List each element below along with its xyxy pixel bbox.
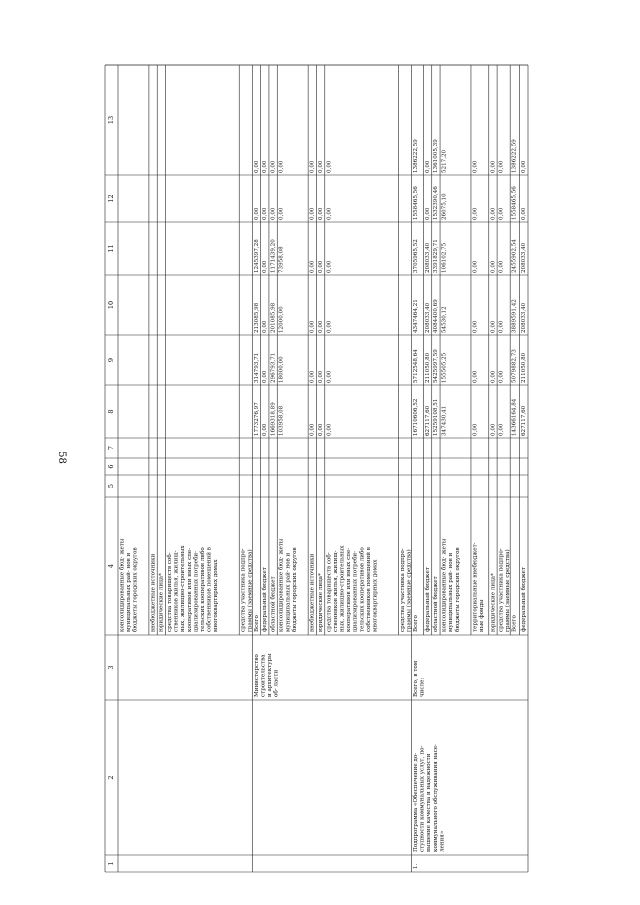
value-col-13: 0,00 (326, 160, 333, 173)
value-col-11: 0,00 (262, 260, 269, 273)
column-header-10: 10 (107, 300, 115, 310)
value-col-9: 155505,25 (441, 352, 448, 383)
value-col-10: 201085,98 (270, 302, 277, 333)
responsible-executor: Всего, в том (413, 660, 420, 697)
row-label: средства участника подпро- (498, 548, 505, 632)
value-col-13: 0,00 (490, 160, 497, 173)
value-col-9: 0,00 (309, 370, 316, 383)
value-col-10: 4084400,69 (433, 299, 440, 333)
value-col-9: 211050,80 (424, 352, 431, 383)
value-col-12: 1558465,56 (511, 186, 518, 220)
value-col-8: 0,00 (498, 423, 505, 436)
row-label: тельских кооперативов либо (359, 547, 366, 632)
value-col-10: 4347464,21 (413, 299, 420, 333)
table-content (107, 116, 527, 869)
row-label: федеральный бюджет (521, 567, 528, 632)
value-col-13: 1386222,59 (413, 139, 420, 173)
value-col-12: 0,00 (326, 207, 333, 220)
column-header-11: 11 (107, 244, 115, 253)
value-col-11: 0,00 (317, 260, 324, 273)
value-col-9: 0,00 (472, 370, 479, 383)
row-label: юридические лица* (158, 573, 165, 632)
value-col-9: 0,00 (317, 370, 324, 383)
row-label: ственников жилья, жилищ- (173, 550, 180, 632)
value-col-11: 208033,40 (424, 242, 431, 273)
value-col-8: 1669318,89 (270, 402, 277, 436)
responsible-executor: и архитектуры (266, 653, 273, 697)
row-label: областной бюджет (270, 576, 277, 632)
row-label: средства товариществ соб- (326, 552, 333, 632)
page-number: 58 (55, 451, 67, 464)
row-label: циализированных потреби- (352, 550, 359, 632)
row-label: средства товариществ соб- (167, 552, 174, 632)
column-header-5: 5 (107, 483, 115, 489)
row-label: граммы (заемные средства) (247, 549, 254, 632)
row-label: бюджеты городских округов (291, 547, 298, 632)
row-label: многоквартирных домах (213, 559, 220, 632)
value-col-10: 3889591,42 (511, 299, 518, 333)
row-label: федеральный бюджет (262, 567, 269, 632)
row-label: консолидированные бюд- жеты (441, 538, 448, 632)
column-header-12: 12 (107, 194, 115, 203)
value-col-12: 0,00 (424, 207, 431, 220)
value-col-12: 0,00 (270, 207, 277, 220)
value-col-11: 1171439,20 (270, 239, 277, 273)
value-col-8: 1773276,97 (253, 402, 260, 436)
value-col-12: 0,00 (262, 207, 269, 220)
row-label: циализированных потреби- (193, 550, 200, 632)
value-col-8: 627117,60 (521, 405, 528, 436)
row-label: многоквартирных домах (372, 559, 379, 632)
value-col-11: 106102,75 (441, 242, 448, 273)
value-col-12: 0,00 (498, 207, 505, 220)
row-label: ных, жилищно-строительных (180, 545, 187, 632)
value-col-13: 1361005,39 (433, 139, 440, 173)
row-label: областной бюджет (433, 576, 440, 632)
row-label: ных, жилищно-строительных (339, 545, 346, 632)
column-header-9: 9 (107, 357, 115, 363)
value-col-12: 0,00 (317, 207, 324, 220)
column-header-4: 4 (107, 563, 115, 569)
value-col-11: 73958,08 (278, 246, 285, 273)
row-label: муниципальных рай- нов и (285, 552, 292, 632)
value-col-9: 0,00 (326, 370, 333, 383)
row-label: средства участника подпро- (240, 548, 247, 632)
value-col-8: 0,00 (326, 423, 333, 436)
value-col-12: 0,00 (490, 207, 497, 220)
subprogram-name: ступности коммунальных услуг, по- (419, 745, 426, 852)
row-label: ственников жилья, жилищ- (332, 550, 339, 632)
value-col-9: 314793,71 (253, 352, 260, 383)
row-label: ные фонды (479, 599, 486, 632)
responsible-executor: об- ласти (273, 669, 280, 697)
value-col-9: 5425997,59 (433, 349, 440, 383)
value-col-11: 0,00 (309, 260, 316, 273)
value-col-9: 18000,00 (278, 356, 285, 383)
value-col-9: 296793,71 (270, 352, 277, 383)
column-header-1: 1 (107, 861, 115, 866)
value-col-12: 1558465,56 (413, 186, 420, 220)
value-col-12: 1532390,46 (433, 186, 440, 220)
row-label: территориальные внебюджет- (472, 542, 479, 632)
row-label: тельских кооперативов либо (200, 547, 207, 632)
table-grid (105, 65, 528, 872)
column-header-7: 7 (107, 445, 115, 451)
row-label: средства участника подпро- (399, 548, 406, 632)
row-label: внебюджетные источники (150, 553, 157, 632)
subprogram-name: вышение качества и надежности (426, 753, 433, 852)
value-col-10: 0,00 (262, 320, 269, 333)
value-col-11: 1245397,28 (253, 239, 260, 273)
value-col-12: 0,00 (472, 207, 479, 220)
value-col-12: 26075,10 (441, 193, 448, 220)
value-col-11: 0,00 (498, 260, 505, 273)
value-col-10: 54530,12 (441, 306, 448, 333)
value-col-13: 0,00 (253, 160, 260, 173)
value-col-11: 0,00 (326, 260, 333, 273)
value-col-8: 0,00 (490, 423, 497, 436)
value-col-11: 3391829,71 (433, 239, 440, 273)
value-col-8: 103958,08 (278, 405, 285, 436)
value-col-9: 5712548,64 (413, 349, 420, 383)
value-col-10: 0,00 (309, 320, 316, 333)
value-col-9: 0,00 (498, 370, 505, 383)
column-header-6: 6 (107, 464, 115, 469)
column-header-2: 2 (107, 775, 115, 780)
value-col-13: 0,00 (424, 160, 431, 173)
value-col-8: 15259108,51 (433, 398, 440, 436)
row-label: Всего (253, 615, 260, 632)
column-header-13: 13 (107, 115, 115, 125)
value-col-10: 0,00 (326, 320, 333, 333)
row-label: федеральный бюджет (424, 567, 431, 632)
row-label: Всего (413, 615, 420, 632)
value-col-12: 0,00 (253, 207, 260, 220)
value-col-13: 0,00 (270, 160, 277, 173)
value-col-8: 0,00 (317, 423, 324, 436)
value-col-8: 347430,41 (441, 405, 448, 436)
row-label: внебюджетные источники (309, 553, 316, 632)
value-col-11: 3705965,52 (413, 239, 420, 273)
value-col-10: 213085,98 (253, 302, 260, 333)
value-col-13: 1386222,59 (511, 139, 518, 173)
subprogram-name: коммунального обслуживания насе- (432, 744, 439, 852)
subprogram-name: Подпрограмма «Обеспечение до- (413, 752, 420, 852)
value-col-13: 0,00 (278, 160, 285, 173)
row-label: Всего (511, 615, 518, 632)
value-col-8: 14366164,84 (511, 398, 518, 436)
value-col-9: 0,00 (490, 370, 497, 383)
row-label: граммы (заемные средства) (505, 549, 512, 632)
row-label: бюджеты городских округов (454, 547, 461, 632)
value-col-13: 0,00 (317, 160, 324, 173)
row-label: юридические лица* (317, 573, 324, 632)
value-col-10: 0,00 (317, 320, 324, 333)
value-col-12: 0,00 (309, 207, 316, 220)
value-col-8: 0,00 (262, 423, 269, 436)
value-col-13: 0,00 (309, 160, 316, 173)
row-label: муниципальных рай- нов и (126, 552, 133, 632)
row-label: граммы (заемные средства) (406, 549, 413, 632)
row-number: 1. (413, 863, 420, 869)
value-col-12: 0,00 (521, 207, 528, 220)
row-label: муниципальных рай- нов и (448, 552, 455, 632)
value-col-8: 627117,60 (424, 405, 431, 436)
value-col-10: 12000,00 (278, 306, 285, 333)
value-col-8: 0,00 (472, 423, 479, 436)
value-col-12: 0,00 (278, 207, 285, 220)
row-label: бюджеты городских округов (132, 547, 139, 632)
column-header-3: 3 (107, 665, 115, 670)
subprogram-name: ления» (439, 830, 446, 852)
row-label: собственников помещений в (206, 547, 213, 632)
value-col-8: 16710606,52 (413, 398, 420, 436)
row-label: консолидированные бюд- жеты (119, 538, 126, 632)
value-col-11: 0,00 (490, 260, 497, 273)
value-col-10: 0,00 (498, 320, 505, 333)
responsible-executor: строительства (260, 654, 267, 697)
row-label: юридические лица* (490, 573, 497, 632)
value-col-13: 0,00 (262, 160, 269, 173)
responsible-executor: числе: (419, 677, 426, 697)
responsible-executor: Министерство (253, 654, 260, 697)
value-col-13: 0,00 (498, 160, 505, 173)
column-header-8: 8 (107, 409, 115, 414)
value-col-13: 0,00 (521, 160, 528, 173)
value-col-10: 208033,40 (521, 302, 528, 333)
value-col-13: 0,00 (472, 160, 479, 173)
row-label: кооперативов или иных спе- (186, 547, 193, 632)
value-col-11: 208033,40 (521, 242, 528, 273)
value-col-9: 5079882,73 (511, 349, 518, 383)
row-label: собственников помещений в (365, 547, 372, 632)
value-col-10: 0,00 (472, 320, 479, 333)
value-col-10: 0,00 (490, 320, 497, 333)
row-label: консолидированные бюд- жеты (278, 538, 285, 632)
value-col-9: 211050,80 (521, 352, 528, 383)
value-col-11: 2455902,54 (511, 239, 518, 273)
value-col-9: 0,00 (262, 370, 269, 383)
value-col-11: 0,00 (472, 260, 479, 273)
value-col-10: 208033,40 (424, 302, 431, 333)
row-label: кооперативов или иных спе- (346, 547, 353, 632)
value-col-13: 5217,20 (441, 149, 448, 173)
value-col-8: 0,00 (309, 423, 316, 436)
